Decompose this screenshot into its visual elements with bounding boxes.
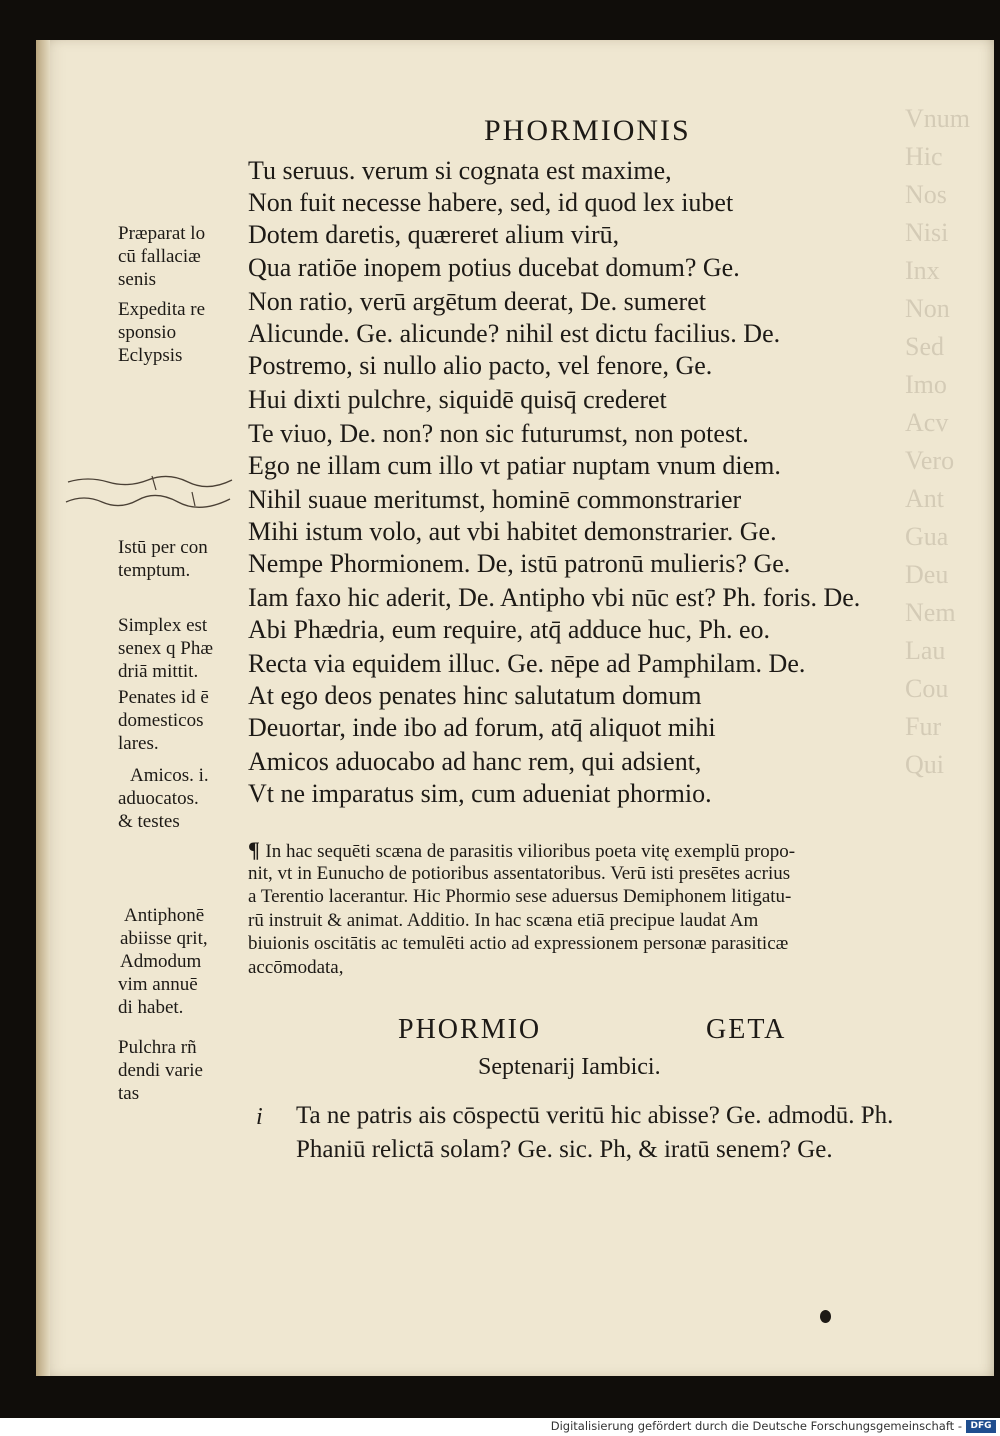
margin-gloss xyxy=(118,298,205,367)
verse-line: Non ratio, verū argētum deerat, De. sumeret xyxy=(248,287,706,316)
gloss-line: Eclypsis xyxy=(118,345,183,366)
show-through-bleed: Vnum Hic Nos Nisi Inx Non Sed Imo Acv Vero Ant Gua Deu Nem Lau Cou Fur Qui xyxy=(905,104,970,779)
credit-footer xyxy=(0,1418,1000,1436)
argument-line: accōmodata, xyxy=(248,956,344,978)
gloss-line: domesticos xyxy=(118,710,204,731)
meter-label: Septenarij Iambici. xyxy=(478,1054,661,1080)
gloss-line: temptum. xyxy=(118,560,191,581)
argument-line: a Terentio lacerantur. Hic Phormio sese aduersus Demiphonem litigatu- xyxy=(248,886,792,907)
page-gutter-shadow xyxy=(36,40,50,1376)
argument-line: rū instruit & animat. Additio. In hac scæna etiā precipue laudat Am xyxy=(248,909,759,931)
gloss-line: Præparat lo xyxy=(118,223,206,244)
verse-line: Qua ratiōe inopem potius ducebat domum? Ge. xyxy=(248,253,740,282)
margin-gloss xyxy=(118,764,209,833)
verse-line: Iam faxo hic aderit, De. Antipho vbi nūc est? Ph. foris. De. xyxy=(248,583,861,612)
gloss-line: Simplex est xyxy=(118,615,208,636)
gloss-line: tas xyxy=(118,1083,140,1104)
verse-line: Nihil suaue meritumst, hominē commonstrarier xyxy=(248,485,742,514)
gloss-line: senis xyxy=(118,269,156,290)
verse-line: Recta via equidem illuc. Ge. nēpe ad Pamphilam. De. xyxy=(248,649,806,678)
gloss-line: aduocatos. xyxy=(118,788,199,809)
speaker-name: GETA xyxy=(706,1014,787,1045)
verse-line: Mihi istum volo, aut vbi habitet demonstrarier. Ge. xyxy=(248,517,777,546)
margin-gloss xyxy=(118,614,213,683)
argument-line: biuionis oscitātis ac temulēti actio ad expressionem personæ parasiticæ xyxy=(248,933,789,954)
gloss-line: dendi varie xyxy=(118,1060,203,1081)
gloss-line: cū fallaciæ xyxy=(118,246,201,267)
gloss-line: vim annuē xyxy=(118,974,198,995)
scene-argument xyxy=(248,838,958,979)
credit-text: Digitalisierung gefördert durch die Deutsche Forschungsgemeinschaft - xyxy=(550,1419,962,1433)
verse-line: Amicos aduocabo ad hanc rem, qui adsient, xyxy=(248,747,702,776)
dfg-logo-icon: DFG xyxy=(966,1420,996,1433)
verse-line: Alicunde. Ge. alicunde? nihil est dictu facilius. De. xyxy=(248,319,781,348)
gloss-line: Amicos. i. xyxy=(130,765,209,786)
verse-line: Ego ne illam cum illo vt patiar nuptam vnum diem. xyxy=(248,451,781,480)
verse-line: Non fuit necesse habere, sed, id quod lex iubet xyxy=(248,188,734,217)
verse-line: Te viuo, De. non? non sic futurumst, non potest. xyxy=(248,419,749,448)
gloss-line: Expedita re xyxy=(118,299,206,320)
verse-line: At ego deos penates hinc salutatum domum xyxy=(248,681,702,710)
gloss-line: lares. xyxy=(118,733,159,754)
argument-line: ¶ In hac sequēti scæna de parasitis vilioribus poeta vitę exemplū propo- xyxy=(248,837,796,862)
verse-line: Nempe Phormionem. De, istū patronū mulieris? Ge. xyxy=(248,549,791,578)
verse-line: Tu seruus. verum si cognata est maxime, xyxy=(248,156,672,185)
verse-line: Vt ne imparatus sim, cum adueniat phormio. xyxy=(248,779,712,808)
verse-line: Deuortar, inde ibo ad forum, atq̄ aliquot mihi xyxy=(248,713,716,742)
argument-line: nit, vt in Eunucho de potioribus assentatoribus. Verū isti presētes acrius xyxy=(248,862,791,884)
margin-gloss xyxy=(118,1036,203,1105)
gloss-line: Penates id ē xyxy=(118,687,209,708)
initial-marker: i xyxy=(256,1104,263,1130)
gloss-line: abiisse qrit, xyxy=(120,928,208,949)
handwritten-annotation xyxy=(62,472,242,516)
gloss-line: driā mittit. xyxy=(118,661,199,682)
gloss-line: Pulchra rñ xyxy=(118,1037,197,1058)
gloss-line: Antiphonē xyxy=(124,905,205,926)
margin-gloss xyxy=(118,904,208,1019)
speaker-name: PHORMIO xyxy=(398,1014,542,1045)
dialogue-line: Phaniū relictā solam? Ge. sic. Ph, & iratū senem? Ge. xyxy=(296,1136,833,1163)
margin-gloss xyxy=(118,536,208,582)
verse-line: Postremo, si nullo alio pacto, vel fenore, Ge. xyxy=(248,351,713,380)
gloss-line: di habet. xyxy=(118,997,184,1018)
gloss-line: & testes xyxy=(118,811,180,832)
gloss-line: sponsio xyxy=(118,322,177,343)
pilcrow-icon: ¶ xyxy=(248,837,266,862)
verse-line: Abi Phædria, eum require, atq̄ adduce huc, Ph. eo. xyxy=(248,615,771,644)
verse-line: Hui dixti pulchre, siquidē quisq̄ crederet xyxy=(248,385,667,414)
gloss-line: senex q Phæ xyxy=(118,638,213,659)
margin-gloss xyxy=(118,686,209,755)
ink-dot xyxy=(820,1310,831,1323)
gloss-line: Istū per con xyxy=(118,537,208,558)
dialogue-line: Ta ne patris ais cōspectū veritū hic abisse? Ge. admodū. Ph. xyxy=(296,1102,894,1129)
margin-gloss xyxy=(118,222,205,291)
verse-line: Dotem daretis, quæreret alium virū, xyxy=(248,220,620,249)
gloss-line: Admodum xyxy=(120,951,202,972)
running-head: PHORMIONIS xyxy=(484,114,691,147)
